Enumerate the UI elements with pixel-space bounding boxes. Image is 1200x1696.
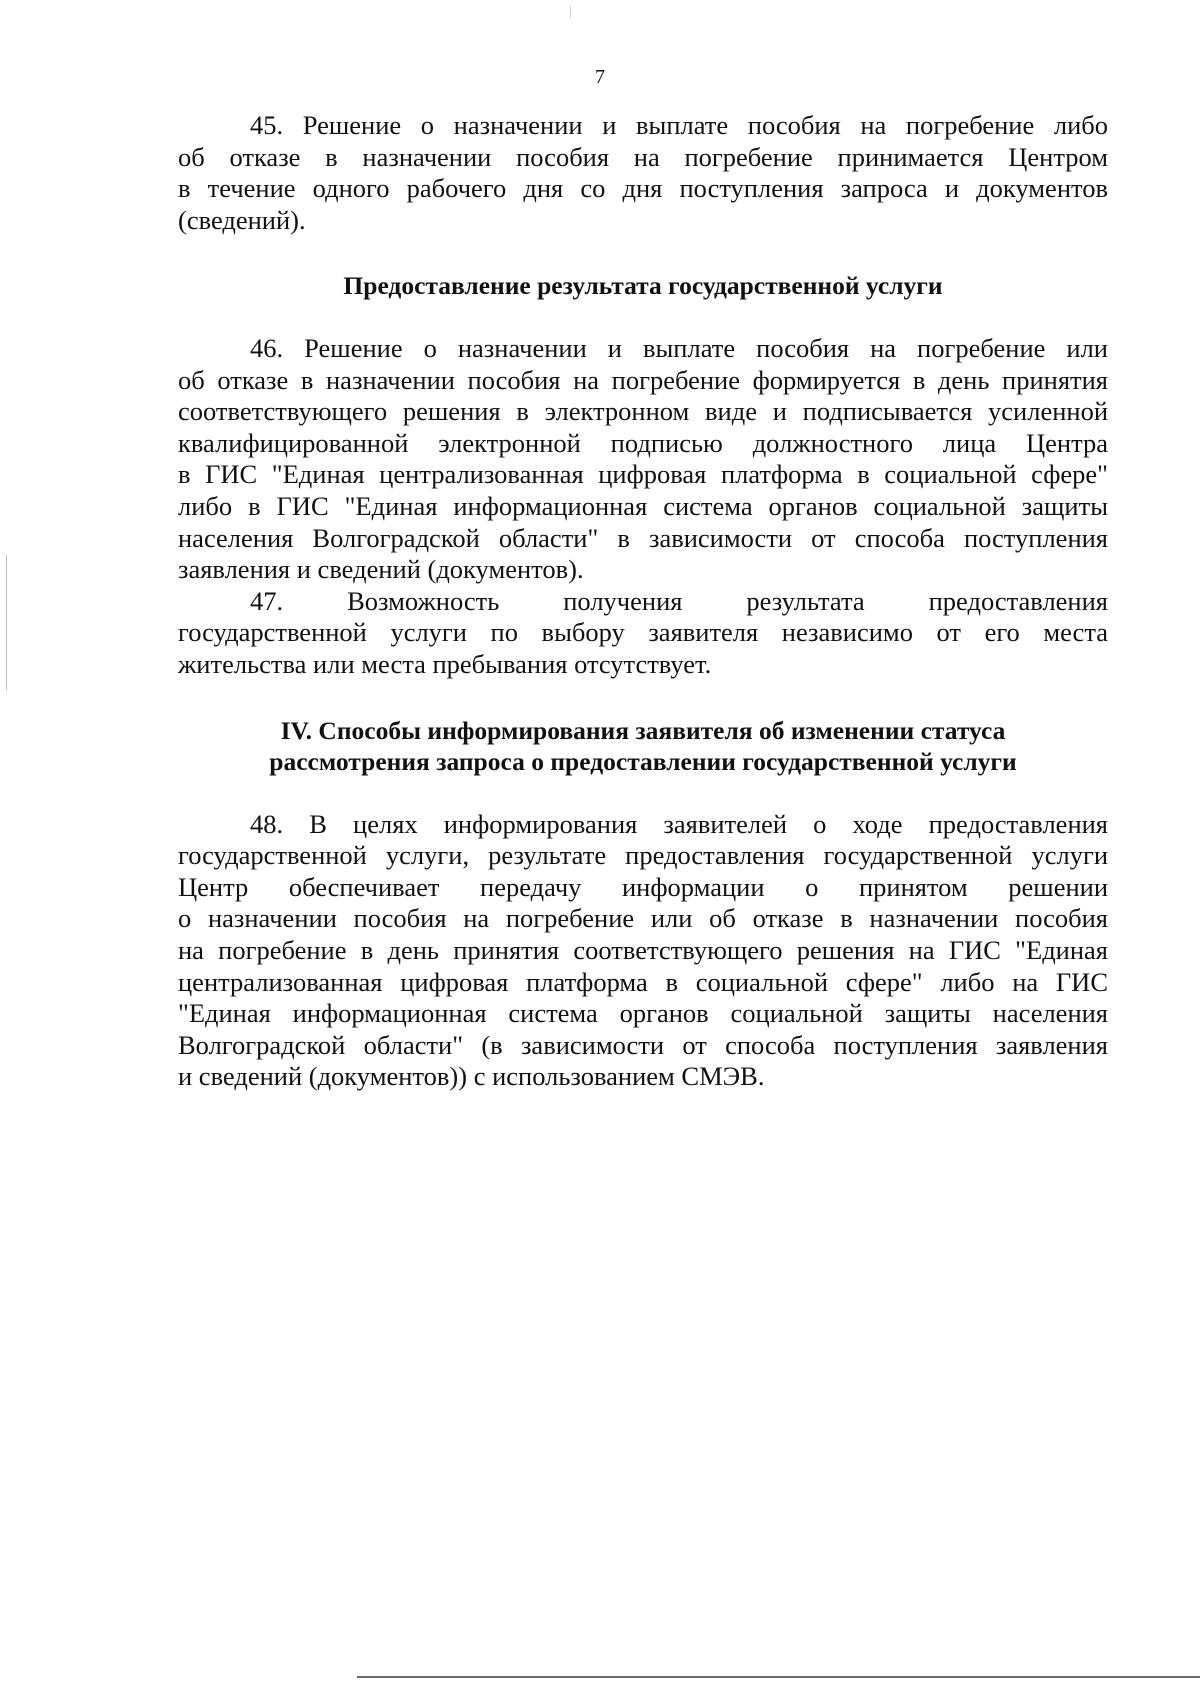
text-line: Волгоградской области" (в зависимости от способа поступления заявления <box>178 1029 1108 1060</box>
text-line: либо в ГИС "Единая информационная система органов социальной защиты <box>178 490 1108 521</box>
text-line: населения Волгоградской области" в зависимости от способа поступления <box>178 522 1108 553</box>
text-line: об отказе в назначении пособия на погребение принимается Центром <box>178 141 1108 172</box>
text-line: Центр обеспечивает передачу информации о принятом решении <box>178 871 1108 902</box>
bottom-rule <box>357 1676 1200 1678</box>
text-line: заявления и сведений (документов). <box>178 554 584 585</box>
text-line: 47. Возможность получения результата предоставления <box>250 585 1108 616</box>
document-body <box>178 110 1108 1093</box>
paragraph-47 <box>178 586 1108 681</box>
paragraph-48 <box>178 809 1108 1093</box>
heading-line: Предоставление результата государственной услуги <box>343 271 943 301</box>
text-line: в ГИС "Единая централизованная цифровая платформа в социальной сфере" <box>178 459 1108 490</box>
scan-edge-mark <box>6 555 7 690</box>
spacer <box>178 236 1108 270</box>
text-line: 45. Решение о назначении и выплате пособия на погребение либо <box>250 110 1108 140</box>
text-line: 46. Решение о назначении и выплате пособия на погребение или <box>250 332 1108 363</box>
heading-line: рассмотрения запроса о предоставлении государственной услуги <box>269 747 1017 777</box>
text-line: (сведений). <box>178 204 306 235</box>
spacer <box>178 681 1108 715</box>
heading-line: IV. Способы информирования заявителя об изменении статуса <box>280 715 1006 745</box>
text-line: и сведений (документов)) с использованием СМЭВ. <box>178 1061 765 1092</box>
text-line: квалифицированной электронной подписью должностного лица Центра <box>178 427 1108 458</box>
text-line: об отказе в назначении пособия на погребение формируется в день принятия <box>178 364 1108 395</box>
text-line: 48. В целях информирования заявителей о ходе предоставления <box>250 808 1108 839</box>
spacer <box>178 778 1108 809</box>
page-number: 7 <box>595 66 605 88</box>
paragraph-45 <box>178 110 1108 236</box>
text-line: государственной услуги по выбору заявителя независимо от его места <box>178 617 1108 648</box>
text-line: соответствующего решения в электронном виде и подписывается усиленной <box>178 396 1108 427</box>
text-line: централизованная цифровая платформа в социальной сфере" либо на ГИС <box>178 966 1108 997</box>
text-line: о назначении пособия на погребение или об отказе в назначении пособия <box>178 903 1108 934</box>
text-line: "Единая информационная система органов социальной защиты населения <box>178 998 1108 1029</box>
paragraph-46 <box>178 333 1108 586</box>
scan-speck <box>570 6 571 18</box>
text-line: государственной услуги, результате предоставления государственной услуги <box>178 840 1108 871</box>
spacer <box>178 302 1108 333</box>
heading-section-iv <box>178 715 1108 778</box>
text-line: жительства или места пребывания отсутствует. <box>178 648 712 679</box>
heading-result-provision <box>178 270 1108 302</box>
text-line: на погребение в день принятия соответствующего решения на ГИС "Единая <box>178 935 1108 966</box>
text-line: в течение одного рабочего дня со дня поступления запроса и документов <box>178 173 1108 204</box>
